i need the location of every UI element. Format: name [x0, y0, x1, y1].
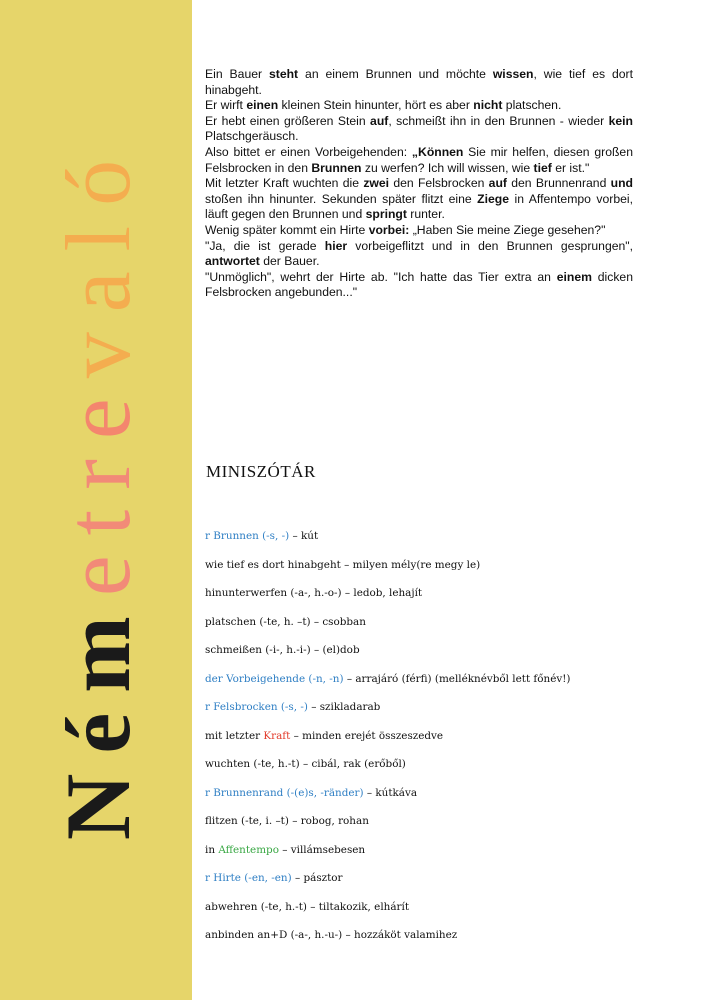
dictionary-entry — [205, 671, 685, 700]
story-bold-word: einen — [246, 98, 279, 113]
dictionary-entry — [205, 927, 685, 956]
dictionary-entry-text: – arrajáró (férfi) (melléknévből lett főnév!) — [343, 672, 571, 685]
story-bold-word: „Können — [411, 144, 464, 159]
story-bold-word: wissen — [492, 67, 534, 81]
dictionary-entry-text: wuchten (-te, h.-t) – cibál, rak (erőből) — [205, 758, 406, 770]
dictionary-entry — [205, 813, 685, 842]
dictionary-entry-text: – kútkáva — [363, 786, 418, 799]
story-text-run: den Felsbrocken — [389, 176, 489, 191]
dictionary-entry-text: – pásztor — [291, 872, 343, 884]
story-bold-word: einem — [556, 269, 592, 284]
story-text-run: runter. — [406, 207, 445, 222]
dictionary-term-highlight: r Brunnen (-s, -) — [205, 530, 290, 542]
dictionary-entry — [205, 699, 685, 728]
title-letter-n: N — [47, 753, 149, 841]
story-bold-word: und — [610, 176, 633, 191]
dictionary-term-highlight: der Vorbeigehende (-n, -n) — [205, 672, 344, 685]
title-letter-t: t — [47, 489, 149, 536]
dictionary-entry — [205, 614, 685, 643]
story-bold-word: kein — [608, 113, 633, 128]
story-text-run: kleinen Stein hinunter, hört es aber — [278, 98, 474, 113]
title-letter-e-acute: é — [47, 692, 149, 754]
dictionary-entry — [205, 557, 685, 586]
dictionary-entry-text: abwehren (-te, h.-t) – tiltakozik, elhárít — [205, 900, 409, 913]
story-paragraph — [205, 145, 633, 176]
dictionary-entry — [205, 756, 685, 785]
story-text-run: Er wirft — [205, 98, 247, 113]
dictionary-entry-text: anbinden an+D (-a-, h.-u-) – hozzáköt valamihez — [205, 929, 458, 941]
title-letter-a: a — [47, 251, 149, 313]
title-letter-e: e — [47, 535, 149, 597]
story-text-run: Er hebt einen größeren Stein — [205, 113, 371, 128]
story-text-run: in Affentempo vorbei, läuft gegen den Brunnen und — [205, 191, 633, 222]
story-paragraph — [205, 223, 633, 239]
dictionary-entry-text: – villámsebesen — [278, 843, 366, 856]
dictionary-entry-text: hinunterwerfen (-a-, h.-o-) – ledob, lehajít — [205, 587, 423, 599]
title-letter-e2: e — [47, 378, 149, 440]
story-paragraph — [205, 98, 633, 114]
story-bold-word: steht — [269, 67, 299, 81]
dictionary-entry-text: – minden erejét összeszedve — [290, 729, 444, 742]
title-letter-m: m — [47, 596, 149, 693]
story-text-run: , schmeißt ihn in den Brunnen - wieder — [388, 113, 609, 128]
story-bold-word: vorbei: — [368, 222, 410, 237]
story-paragraph — [205, 67, 633, 98]
dictionary-title: MINISZÓTÁR — [206, 462, 316, 481]
dictionary-entry-text: flitzen (-te, i. –t) – robog, rohan — [205, 815, 369, 827]
story-text-run: den Brunnenrand — [506, 176, 611, 191]
dictionary-term-highlight: r Brunnenrand (-(e)s, -ränder) — [205, 786, 364, 799]
story-text-run: "Ja, die ist gerade — [205, 238, 325, 253]
dictionary-entry-text: in — [205, 843, 219, 856]
dictionary-entry — [205, 785, 685, 814]
story-bold-word: tief — [533, 160, 552, 175]
dictionary-entry — [205, 585, 685, 614]
dictionary-term-highlight: r Felsbrocken (-s, -) — [205, 701, 308, 713]
dictionary-entry — [205, 842, 685, 871]
story-text-run: Mit letzter Kraft wuchten die — [205, 176, 364, 191]
dictionary-entry-text: platschen (-te, h. –t) – csobban — [205, 615, 366, 628]
title-letter-v: v — [47, 312, 149, 379]
story-text-run: er ist." — [551, 160, 590, 175]
story-text — [205, 67, 633, 301]
story-text-run: "Unmöglich", wehrt der Hirte ab. "Ich hatte das Tier extra an — [205, 269, 557, 284]
story-text-run: an einem Brunnen und möchte — [298, 67, 493, 81]
story-text-run: Also bittet er einen Vorbeigehenden: — [205, 144, 412, 159]
story-bold-word: hier — [324, 238, 348, 253]
story-text-run: platschen. — [502, 98, 562, 113]
story-paragraph — [205, 176, 633, 223]
dictionary-entry — [205, 642, 685, 671]
story-bold-word: Brunnen — [311, 160, 362, 175]
story-bold-word: auf — [488, 176, 507, 191]
story-text-run: Wenig später kommt ein Hirte — [205, 222, 369, 237]
title-letter-o-acute: ó — [47, 139, 149, 206]
vertical-title — [47, 139, 149, 841]
dictionary-entry — [205, 528, 685, 557]
story-bold-word: antwortet — [205, 254, 260, 269]
story-text-run: Ein Bauer — [205, 67, 269, 81]
story-bold-word: nicht — [473, 98, 503, 113]
story-text-run: dicken Felsbrocken angebunden..." — [205, 269, 633, 300]
story-paragraph — [205, 270, 633, 301]
dictionary-entry — [205, 870, 685, 899]
title-letter-r: r — [47, 439, 149, 490]
story-text-run: „Haben Sie meine Ziege gesehen?" — [409, 222, 606, 237]
story-bold-word: Ziege — [477, 191, 510, 206]
story-text-run: Platschgeräusch. — [205, 129, 299, 144]
story-bold-word: zwei — [363, 176, 390, 191]
dictionary-entry-text: schmeißen (-i-, h.-i-) – (el)dob — [205, 644, 360, 656]
title-letter-l: l — [47, 205, 149, 252]
story-text-run: stoßen ihn hinunter. Sekunden später flitzt eine — [205, 191, 478, 206]
dictionary-entry — [205, 728, 685, 757]
dictionary-entry — [205, 899, 685, 928]
dictionary-term-highlight: r Hirte (-en, -en) — [205, 872, 292, 884]
story-text-run: zu werfen? Ich will wissen, wie — [361, 160, 534, 175]
story-paragraph — [205, 239, 633, 270]
dictionary-entry-text: mit letzter — [205, 729, 264, 742]
dictionary-entry-text: – szikladarab — [307, 701, 381, 713]
story-bold-word: auf — [370, 113, 389, 128]
dictionary-term-highlight: Affentempo — [218, 843, 279, 856]
story-text-run: Sie mir helfen, diesen großen Felsbrocken in den — [205, 144, 633, 175]
dictionary-entry-text: – kút — [289, 530, 319, 542]
story-text-run: vorbeigeflitzt und in den Brunnen gesprungen", — [347, 238, 633, 253]
dictionary-entry-text: wie tief es dort hinabgeht – milyen mély(re megy le) — [205, 558, 481, 571]
sidebar-band — [0, 0, 192, 1000]
dictionary-term-highlight: Kraft — [263, 729, 291, 742]
dictionary-list — [205, 528, 685, 956]
story-text-run: der Bauer. — [259, 254, 320, 269]
story-text-run: , wie tief es dort hinabgeht. — [205, 67, 633, 97]
story-bold-word: springt — [365, 207, 407, 222]
story-paragraph — [205, 114, 633, 145]
